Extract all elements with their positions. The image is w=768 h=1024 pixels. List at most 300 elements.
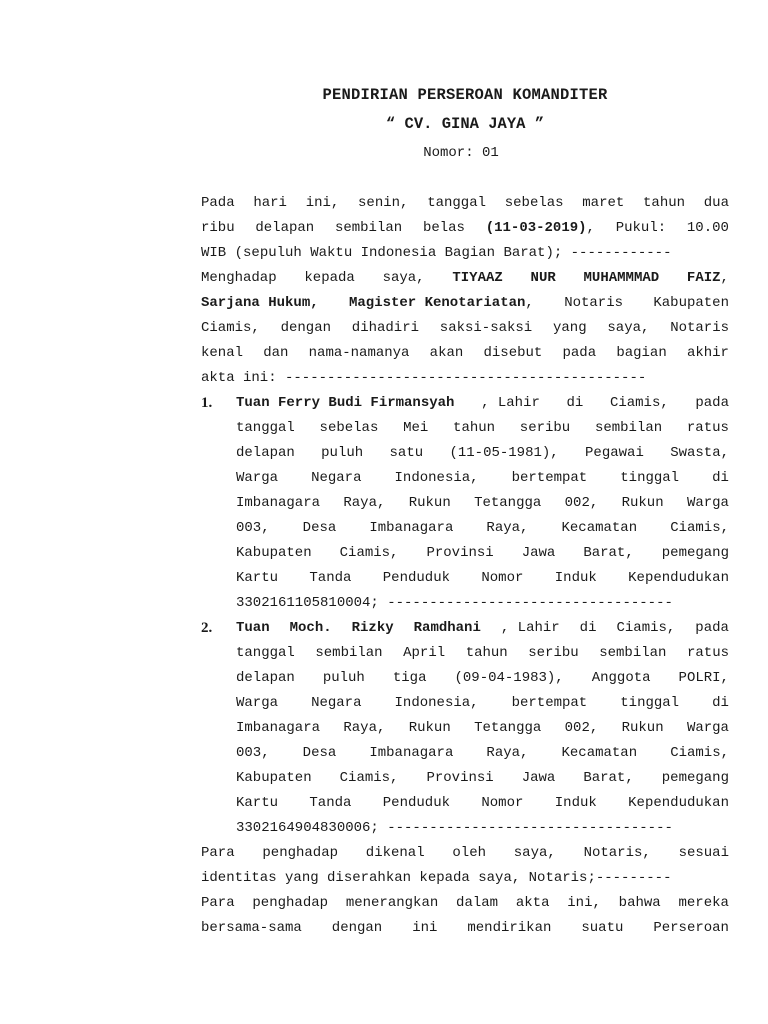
- word: [352, 316, 419, 341]
- word: [243, 366, 277, 391]
- text: ini: [412, 920, 438, 936]
- text: Pegawai: [585, 445, 644, 461]
- word: [580, 616, 597, 641]
- text: pemegang: [661, 770, 729, 786]
- word: [567, 391, 584, 416]
- text: Ciamis,: [670, 745, 729, 761]
- text: Ciamis,: [339, 770, 399, 786]
- word: [323, 666, 365, 691]
- text: di: [712, 695, 729, 711]
- word: [332, 916, 382, 941]
- word: [430, 341, 464, 366]
- word: [321, 441, 363, 466]
- text-line: [0, 841, 768, 866]
- word: [423, 216, 465, 241]
- paragraph-text: [201, 241, 729, 266]
- list-item-text: [236, 716, 729, 741]
- word: [522, 766, 556, 791]
- word: [201, 916, 302, 941]
- word: [481, 791, 523, 816]
- text: Kecamatan: [561, 745, 638, 761]
- bold-text: Rizky: [351, 620, 394, 636]
- word: [445, 241, 495, 266]
- text-line: [0, 491, 768, 516]
- list-item-text: [236, 566, 729, 591]
- text: tinggal: [620, 470, 680, 486]
- text: Raya,: [486, 745, 529, 761]
- word: [409, 491, 451, 516]
- text: Negara: [311, 695, 362, 711]
- text: di: [566, 395, 584, 411]
- text-line: [0, 791, 768, 816]
- word: [426, 541, 493, 566]
- text: sebelas: [504, 195, 564, 211]
- bold-text: Sarjana Hukum,: [201, 295, 319, 311]
- text-line: [0, 591, 768, 616]
- text: sembilan: [315, 645, 383, 661]
- word: [236, 491, 320, 516]
- word: [201, 191, 235, 216]
- text: 003,: [236, 520, 270, 536]
- word: [303, 516, 337, 541]
- list-item-text: [236, 416, 729, 441]
- text: Raya,: [343, 495, 386, 511]
- word: [236, 816, 379, 841]
- text-line: [0, 541, 768, 566]
- text-line: [0, 716, 768, 741]
- word: [505, 191, 564, 216]
- text: ,: [720, 270, 729, 286]
- word: [563, 341, 597, 366]
- word: [395, 691, 479, 716]
- word: [369, 741, 453, 766]
- text: Imbanagara: [369, 745, 454, 761]
- list-item-text: [236, 791, 729, 816]
- list-item-text: [236, 516, 729, 541]
- text: saksi-saksi: [439, 320, 533, 336]
- text: Desa: [302, 745, 337, 761]
- text: ,: [525, 295, 534, 311]
- text: Kependudukan: [628, 795, 729, 811]
- word: [582, 191, 624, 216]
- text-line: [0, 691, 768, 716]
- word: [474, 716, 541, 741]
- text: Kabupaten: [236, 545, 312, 561]
- paragraph-text: [201, 266, 729, 291]
- word: [583, 766, 633, 791]
- word: [620, 466, 679, 491]
- text: ------------: [570, 245, 672, 261]
- text: di: [579, 620, 597, 636]
- word: [704, 191, 729, 216]
- word: [670, 741, 729, 766]
- text: identitas: [201, 870, 277, 886]
- text: 10.00: [686, 220, 729, 236]
- word: [255, 216, 314, 241]
- word: [628, 791, 729, 816]
- word: [662, 766, 729, 791]
- word: [327, 866, 411, 891]
- text-line: [0, 766, 768, 791]
- word: [236, 466, 278, 491]
- word: [201, 216, 235, 241]
- text: ----------------------------------: [387, 595, 673, 611]
- text-line: [0, 566, 768, 591]
- text: yang: [553, 320, 587, 336]
- text-line: [0, 916, 768, 941]
- word: [565, 491, 599, 516]
- text: Jawa: [521, 770, 556, 786]
- text: tanggal: [427, 195, 486, 211]
- text: satu: [389, 445, 424, 461]
- bold-text: Ramdhani: [413, 620, 481, 636]
- text: 3302164904830006;: [236, 820, 379, 836]
- bold-text: (11-03-2019): [485, 220, 587, 236]
- text: hari: [253, 195, 287, 211]
- list-item-text: [236, 616, 729, 641]
- word: [414, 616, 481, 641]
- deed-number: Nomor: 01: [423, 145, 499, 161]
- text-line: [0, 891, 768, 916]
- word: [236, 391, 454, 416]
- list-item-text: [236, 441, 729, 466]
- bold-text: Tuan: [236, 620, 270, 636]
- word: [236, 416, 295, 441]
- word: [687, 266, 729, 291]
- text-line: [0, 241, 768, 266]
- word: [695, 391, 729, 416]
- word: [201, 866, 277, 891]
- text: yang: [285, 870, 319, 886]
- text-line: [0, 616, 768, 641]
- text: bagian: [616, 345, 667, 361]
- word: [383, 566, 450, 591]
- text: Tetangga: [474, 495, 542, 511]
- paragraph-text: [201, 191, 729, 216]
- word: [653, 916, 729, 941]
- word: [340, 766, 399, 791]
- text-line: [0, 391, 768, 416]
- text: dua: [703, 195, 729, 211]
- text: Pukul:: [615, 220, 667, 236]
- text: Rukun: [408, 495, 451, 511]
- text: dikenal: [365, 845, 425, 861]
- text: sesuai: [678, 845, 729, 861]
- text: Tetangga: [474, 720, 542, 736]
- text: sembilan: [599, 645, 667, 661]
- word: [687, 416, 729, 441]
- text: Barat);: [503, 245, 563, 261]
- text: ini,: [305, 195, 340, 211]
- word: [483, 341, 542, 366]
- word: [235, 241, 302, 266]
- text: Negara: [311, 470, 362, 486]
- word: [616, 616, 675, 641]
- text: ini:: [243, 370, 277, 386]
- word: [512, 691, 588, 716]
- text: 002,: [564, 720, 599, 736]
- word: [678, 891, 728, 916]
- word: [474, 491, 541, 516]
- word: [520, 416, 570, 441]
- text: mendirikan: [467, 920, 552, 936]
- paragraph-text: [201, 841, 729, 866]
- word: [555, 566, 597, 591]
- word: [564, 291, 623, 316]
- text: akan: [429, 345, 464, 361]
- word: [306, 191, 340, 216]
- word: [452, 841, 486, 866]
- text: menerangkan: [345, 895, 439, 911]
- word: [201, 266, 277, 291]
- word: [599, 641, 666, 666]
- paragraph-text: [201, 866, 729, 891]
- text: seribu: [528, 645, 579, 661]
- word: [628, 566, 729, 591]
- word: [315, 641, 382, 666]
- text: suatu: [581, 920, 624, 936]
- word: [622, 716, 664, 741]
- text: Kabupaten: [236, 770, 312, 786]
- text: seribu: [519, 420, 571, 436]
- text: Ciamis,: [670, 520, 729, 536]
- text: oleh: [452, 845, 486, 861]
- text: Nomor: [481, 795, 524, 811]
- text: Warga: [686, 495, 729, 511]
- text: Penduduk: [382, 795, 450, 811]
- text: penghadap: [252, 895, 329, 911]
- word: [236, 791, 278, 816]
- text: dalam: [456, 895, 499, 911]
- word: [478, 866, 520, 891]
- word: [565, 716, 599, 741]
- text: Tanda: [309, 795, 352, 811]
- text: sebelas: [319, 420, 379, 436]
- text: penghadap: [262, 845, 339, 861]
- list-item-text: [236, 666, 729, 691]
- text: bertempat: [511, 695, 588, 711]
- text-line: [0, 666, 768, 691]
- bold-text: FAIZ: [686, 270, 721, 286]
- word: [679, 666, 729, 691]
- word: [679, 841, 729, 866]
- word: [253, 191, 287, 216]
- word: [619, 891, 661, 916]
- paragraph-text: [201, 341, 729, 366]
- text: puluh: [321, 445, 364, 461]
- word: [236, 766, 312, 791]
- word: [343, 716, 385, 741]
- word: [555, 791, 597, 816]
- word: [607, 316, 649, 341]
- word: [616, 216, 666, 241]
- word: [290, 616, 332, 641]
- text: tiga: [392, 670, 427, 686]
- text: POLRI,: [678, 670, 729, 686]
- company-name: “ CV. GINA JAYA ”: [385, 115, 545, 133]
- text: Raya,: [343, 720, 386, 736]
- word: [201, 841, 235, 866]
- text: Ciamis,: [609, 395, 669, 411]
- text: tahun: [465, 645, 508, 661]
- text: ,: [586, 220, 595, 236]
- word: [263, 341, 288, 366]
- word: [486, 741, 528, 766]
- text: Rukun: [621, 720, 664, 736]
- word: [390, 441, 424, 466]
- word: [236, 566, 278, 591]
- word: [616, 341, 666, 366]
- word: [486, 516, 528, 541]
- word: [662, 541, 729, 566]
- word: [712, 691, 729, 716]
- word: [562, 516, 638, 541]
- text: Notaris: [670, 320, 729, 336]
- word: [514, 841, 556, 866]
- word: [454, 666, 563, 691]
- text: tanggal: [236, 645, 295, 661]
- word: [281, 316, 331, 341]
- word: [311, 691, 361, 716]
- text: Kecamatan: [561, 520, 638, 536]
- word: [452, 266, 502, 291]
- text: (11-05-1981),: [449, 445, 559, 461]
- text: Kabupaten: [653, 295, 729, 311]
- list-item-text: [236, 766, 729, 791]
- text: saya,: [513, 845, 556, 861]
- text-line: [0, 366, 768, 391]
- text: 003,: [236, 745, 270, 761]
- text: delapan: [255, 220, 315, 236]
- list-item-text: [236, 541, 729, 566]
- text: kepada: [419, 870, 470, 886]
- word: [366, 841, 425, 866]
- paragraph-text: [201, 291, 729, 316]
- text: di: [712, 470, 729, 486]
- word: [712, 466, 729, 491]
- word: [252, 891, 328, 916]
- text: , Lahir: [500, 620, 560, 636]
- text: dihadiri: [351, 320, 420, 336]
- word: [236, 516, 270, 541]
- text: senin,: [358, 195, 409, 211]
- word: [529, 866, 672, 891]
- word: [310, 241, 352, 266]
- paragraph-text: [201, 366, 729, 391]
- word: [236, 541, 312, 566]
- text: Induk: [554, 795, 597, 811]
- text: dengan: [331, 920, 383, 936]
- text-line: [0, 291, 768, 316]
- word: [670, 316, 729, 341]
- text: maret: [582, 195, 625, 211]
- text: bahwa: [618, 895, 661, 911]
- text: Rukun: [408, 720, 451, 736]
- word: [358, 191, 408, 216]
- text: kenal: [201, 345, 244, 361]
- word: [456, 891, 498, 916]
- text: tinggal: [620, 695, 680, 711]
- word: [412, 916, 437, 941]
- word: [387, 816, 673, 841]
- word: [670, 516, 729, 541]
- word: [687, 716, 729, 741]
- text: Ciamis,: [616, 620, 676, 636]
- word: [512, 466, 588, 491]
- paragraph-text: [201, 216, 729, 241]
- word: [304, 266, 354, 291]
- word: [501, 616, 560, 641]
- text: Waktu: [310, 245, 353, 261]
- word: [653, 291, 729, 316]
- text: Bagian: [444, 245, 496, 261]
- word: [285, 866, 319, 891]
- text: akta: [515, 895, 550, 911]
- text: Perseroan: [653, 920, 729, 936]
- text: Warga: [236, 470, 279, 486]
- text: Para: [201, 895, 235, 911]
- text: tanggal: [236, 420, 295, 436]
- word: [201, 366, 235, 391]
- text: ratus: [686, 645, 729, 661]
- word: [285, 366, 646, 391]
- text-line: [0, 216, 768, 241]
- word: [236, 616, 270, 641]
- word: [466, 641, 508, 666]
- word: [383, 791, 450, 816]
- word: [522, 541, 556, 566]
- word: [467, 916, 551, 941]
- word: [567, 891, 601, 916]
- word: [361, 241, 437, 266]
- word: [620, 691, 679, 716]
- text: Menghadap: [201, 270, 277, 286]
- list-item-text: [236, 591, 729, 616]
- text-line: [0, 866, 768, 891]
- text: Kartu: [236, 795, 279, 811]
- word: [201, 316, 260, 341]
- text: Imbanagara: [236, 720, 321, 736]
- text: Barat,: [583, 770, 634, 786]
- text: Imbanagara: [236, 495, 321, 511]
- word: [553, 316, 587, 341]
- word: [419, 866, 469, 891]
- text: -------------------------------------------: [285, 370, 647, 386]
- word: [236, 716, 320, 741]
- word: [440, 316, 532, 341]
- text: disebut: [483, 345, 543, 361]
- text: akhir: [686, 345, 729, 361]
- word: [403, 641, 445, 666]
- text-line: [0, 266, 768, 291]
- text: delapan: [236, 445, 295, 461]
- word: [695, 616, 729, 641]
- word: [486, 216, 595, 241]
- list-item-text: [236, 691, 729, 716]
- word: [309, 341, 410, 366]
- word: [387, 591, 673, 616]
- text: ----------------------------------: [387, 820, 673, 836]
- text: Penduduk: [382, 570, 450, 586]
- word: [236, 741, 270, 766]
- text: Ciamis,: [201, 320, 260, 336]
- text-line: [0, 341, 768, 366]
- text: tahun: [643, 195, 686, 211]
- word: [349, 291, 534, 316]
- word: [449, 441, 558, 466]
- word: [201, 291, 319, 316]
- text: pada: [695, 395, 729, 411]
